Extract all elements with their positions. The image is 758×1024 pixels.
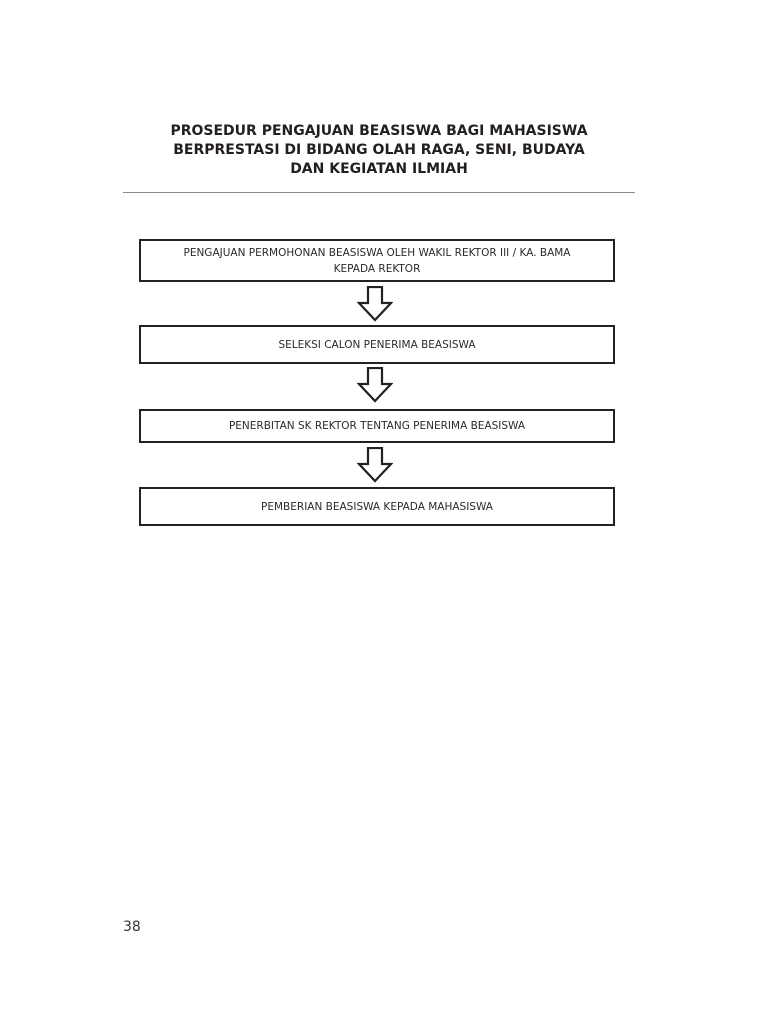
flow-step-text: SELEKSI CALON PENERIMA BEASISWA bbox=[278, 338, 476, 351]
title-line-1: PROSEDUR PENGAJUAN BEASISWA BAGI MAHASISWA bbox=[170, 123, 588, 139]
title-divider bbox=[123, 192, 635, 193]
flow-step-text: PEMBERIAN BEASISWA KEPADA MAHASISWA bbox=[261, 500, 493, 513]
title-line-2: BERPRESTASI DI BIDANG OLAH RAGA, SENI, BUDAYA bbox=[173, 142, 585, 158]
title-line-3: DAN KEGIATAN ILMIAH bbox=[290, 161, 468, 177]
flow-step-decree bbox=[139, 409, 615, 443]
page-title bbox=[150, 122, 608, 179]
flow-step-award bbox=[139, 487, 615, 526]
flow-step-text: PENGAJUAN PERMOHONAN BEASISWA OLEH WAKIL REKTOR III / KA. BAMA bbox=[183, 246, 571, 259]
down-arrow-icon bbox=[357, 286, 393, 322]
page-number: 38 bbox=[123, 919, 141, 935]
flow-step-text: PENERBITAN SK REKTOR TENTANG PENERIMA BEASISWA bbox=[228, 420, 526, 432]
flow-step-submission bbox=[139, 239, 615, 282]
flow-step-text: KEPADA REKTOR bbox=[333, 262, 421, 275]
down-arrow-icon bbox=[357, 367, 393, 403]
down-arrow-icon bbox=[357, 447, 393, 483]
flow-step-selection bbox=[139, 325, 615, 364]
